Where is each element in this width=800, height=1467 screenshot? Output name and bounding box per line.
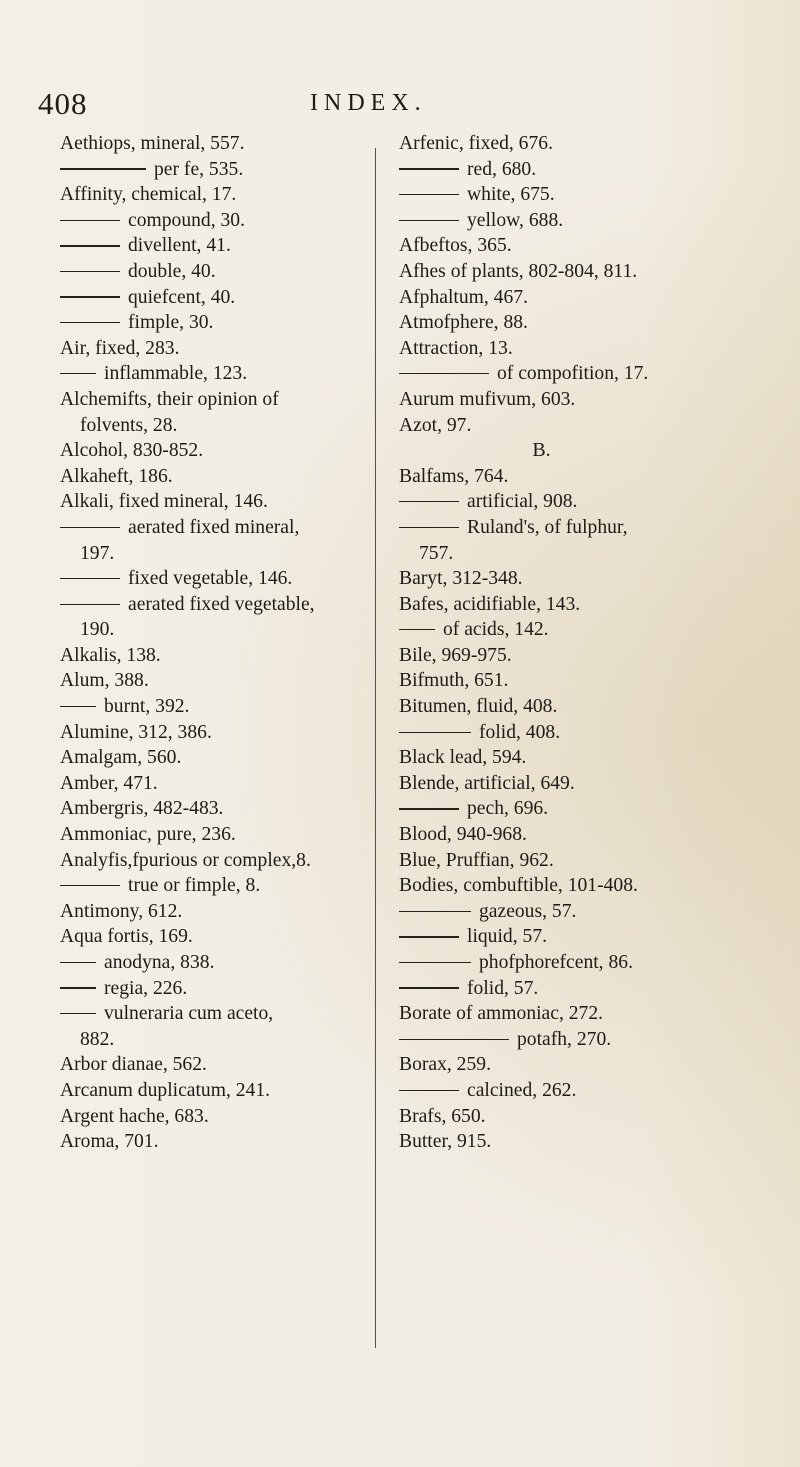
entry-text: liquid, 57. <box>467 926 548 948</box>
index-entry <box>399 822 734 848</box>
index-entry <box>60 796 395 822</box>
ditto-dash <box>60 604 120 605</box>
entry-text: of acids, 142. <box>443 619 549 641</box>
entry-text: compound, 30. <box>128 209 246 231</box>
entry-text: Borate of ammoniac, 272. <box>399 1003 604 1025</box>
entry-text: red, 680. <box>467 158 537 180</box>
entry-text: potafh, 270. <box>517 1028 612 1050</box>
index-entry <box>399 464 734 490</box>
entry-text: Alkaheft, 186. <box>60 465 173 487</box>
ditto-dash <box>399 911 471 912</box>
index-entry <box>399 310 734 336</box>
ditto-dash <box>60 322 120 323</box>
index-entry <box>399 771 734 797</box>
ditto-dash <box>60 220 120 221</box>
entry-text: quiefcent, 40. <box>128 286 236 308</box>
entry-text: Blood, 940-968. <box>399 824 527 846</box>
entry-text: Ruland's, of fulphur, <box>467 516 628 538</box>
index-entry-continuation <box>60 413 395 439</box>
index-subentry <box>60 310 395 336</box>
entry-text: Borax, 259. <box>399 1054 491 1076</box>
index-entry <box>60 182 395 208</box>
ditto-dash <box>60 168 146 169</box>
index-subentry <box>399 796 734 822</box>
entry-text: 882. <box>80 1028 115 1050</box>
index-entry <box>60 1104 395 1130</box>
index-entry <box>60 131 395 157</box>
entry-text: Bafes, acidifiable, 143. <box>399 593 581 615</box>
entry-text: Analyfis,fpurious or complex,8. <box>60 849 311 871</box>
entry-text: Aqua fortis, 169. <box>60 926 193 948</box>
entry-text: burnt, 392. <box>104 696 190 718</box>
entry-text: Bile, 969-975. <box>399 644 512 666</box>
index-subentry <box>399 489 734 515</box>
index-subentry <box>399 1078 734 1104</box>
entry-text: fixed vegetable, 146. <box>128 568 293 590</box>
index-entry <box>60 1078 395 1104</box>
index-subentry <box>60 592 395 618</box>
entry-text: Aurum mufivum, 603. <box>399 388 576 410</box>
index-entry <box>399 336 734 362</box>
ditto-dash <box>399 936 459 937</box>
entry-text: double, 40. <box>128 260 216 282</box>
index-subentry <box>60 873 395 899</box>
ditto-dash <box>60 271 120 272</box>
index-subentry <box>399 924 734 950</box>
index-entry <box>399 387 734 413</box>
ditto-dash <box>60 987 96 988</box>
entry-text: of compofition, 17. <box>497 363 649 385</box>
entry-text: calcined, 262. <box>467 1079 577 1101</box>
entry-text: Bifmuth, 651. <box>399 670 509 692</box>
index-entry <box>399 285 734 311</box>
section-letter <box>399 438 734 464</box>
entry-text: pech, 696. <box>467 798 549 820</box>
entry-text: Afhes of plants, 802-804, 811. <box>399 260 638 282</box>
index-entry <box>399 1052 734 1078</box>
index-entry <box>399 592 734 618</box>
entry-text: true or fimple, 8. <box>128 875 261 897</box>
entry-text: fimple, 30. <box>128 312 214 334</box>
entry-text: folvents, 28. <box>80 414 178 436</box>
index-entry <box>60 464 395 490</box>
entry-text: artificial, 908. <box>467 491 578 513</box>
ditto-dash <box>399 220 459 221</box>
ditto-dash <box>399 987 459 988</box>
index-entry <box>60 848 395 874</box>
index-entry <box>60 771 395 797</box>
index-entry <box>60 899 395 925</box>
entry-text: Afbeftos, 365. <box>399 235 512 257</box>
entry-text: Alum, 388. <box>60 670 149 692</box>
entry-text: Arbor dianae, 562. <box>60 1054 207 1076</box>
entry-text: Alkali, fixed mineral, 146. <box>60 491 268 513</box>
entry-text: Arfenic, fixed, 676. <box>399 133 553 154</box>
index-subentry <box>60 157 395 183</box>
entry-text: Baryt, 312-348. <box>399 568 523 590</box>
index-entry <box>399 745 734 771</box>
entry-text: Attraction, 13. <box>399 337 513 359</box>
index-subentry <box>60 259 395 285</box>
ditto-dash <box>60 706 96 707</box>
entry-text: aerated fixed vegetable, <box>128 593 315 615</box>
index-entry <box>399 1001 734 1027</box>
index-subentry <box>399 1027 734 1053</box>
ditto-dash <box>399 962 471 963</box>
entry-text: regia, 226. <box>104 977 188 999</box>
ditto-dash <box>399 527 459 528</box>
entry-text: Amber, 471. <box>60 772 158 794</box>
running-head: INDEX. <box>310 90 427 116</box>
index-subentry <box>60 515 395 541</box>
entry-text: Alumine, 312, 386. <box>60 721 212 743</box>
entry-text: gazeous, 57. <box>479 900 577 922</box>
entry-text: folid, 57. <box>467 977 539 999</box>
index-entry <box>399 668 734 694</box>
entry-text: Blende, artificial, 649. <box>399 772 575 794</box>
ditto-dash <box>60 885 120 886</box>
entry-text: yellow, 688. <box>467 209 564 231</box>
index-subentry <box>399 208 734 234</box>
ditto-dash <box>399 732 471 733</box>
index-entry <box>399 1129 734 1155</box>
entry-text: Bodies, combuftible, 101-408. <box>399 875 638 897</box>
ditto-dash <box>399 194 459 195</box>
index-subentry <box>399 720 734 746</box>
index-subentry <box>60 566 395 592</box>
entry-text: Black lead, 594. <box>399 747 527 769</box>
entry-text: Bitumen, fluid, 408. <box>399 696 558 718</box>
entry-text: Atmofphere, 88. <box>399 312 528 334</box>
index-entry <box>399 643 734 669</box>
entry-text: Alkalis, 138. <box>60 644 161 666</box>
entry-text: Argent hache, 683. <box>60 1105 209 1127</box>
index-subentry <box>60 694 395 720</box>
entry-text: Aethiops, mineral, 557. <box>60 133 245 154</box>
ditto-dash <box>60 1013 96 1014</box>
ditto-dash <box>60 296 120 297</box>
index-entry <box>60 1129 395 1155</box>
ditto-dash <box>60 527 120 528</box>
index-entry-continuation <box>60 617 395 643</box>
index-subentry <box>60 950 395 976</box>
index-entry <box>60 1052 395 1078</box>
entry-text: Ambergris, 482-483. <box>60 798 224 820</box>
index-subentry <box>399 157 734 183</box>
entry-text: Brafs, 650. <box>399 1105 486 1127</box>
index-subentry <box>399 950 734 976</box>
entry-text: Butter, 915. <box>399 1131 492 1153</box>
index-entry <box>399 694 734 720</box>
entry-text: 190. <box>80 619 115 641</box>
index-entry-continuation <box>399 541 734 567</box>
index-column-right <box>399 131 734 1155</box>
entry-text: Aroma, 701. <box>60 1131 159 1153</box>
ditto-dash <box>399 629 435 630</box>
index-subentry <box>60 208 395 234</box>
entry-text: B. <box>532 439 551 462</box>
entry-text: Balfams, 764. <box>399 465 509 487</box>
entry-text: vulneraria cum aceto, <box>104 1003 274 1025</box>
entry-text: inflammable, 123. <box>104 363 248 385</box>
ditto-dash <box>60 373 96 374</box>
index-subentry <box>60 976 395 1002</box>
entry-text: Alchemifts, their opinion of <box>60 388 279 410</box>
index-entry <box>399 1104 734 1130</box>
index-entry <box>399 233 734 259</box>
index-subentry <box>60 233 395 259</box>
ditto-dash <box>60 962 96 963</box>
index-entry-continuation <box>60 1027 395 1053</box>
index-entry <box>60 336 395 362</box>
entry-text: Afphaltum, 467. <box>399 286 528 308</box>
index-entry <box>60 720 395 746</box>
index-entry <box>399 873 734 899</box>
entry-text: Antimony, 612. <box>60 900 183 922</box>
entry-text: 757. <box>419 542 454 564</box>
index-entry <box>60 438 395 464</box>
index-entry <box>399 566 734 592</box>
ditto-dash <box>60 245 120 246</box>
entry-text: folid, 408. <box>479 721 561 743</box>
index-subentry <box>60 361 395 387</box>
entry-text: per fe, 535. <box>154 158 244 180</box>
index-subentry <box>399 617 734 643</box>
index-entry <box>60 643 395 669</box>
index-entry <box>60 668 395 694</box>
ditto-dash <box>60 578 120 579</box>
page-number: 408 <box>38 86 88 121</box>
entry-text: Amalgam, 560. <box>60 747 182 769</box>
ditto-dash <box>399 808 459 809</box>
ditto-dash <box>399 168 459 169</box>
index-subentry <box>60 285 395 311</box>
entry-text: Blue, Pruffian, 962. <box>399 849 554 871</box>
entry-text: aerated fixed mineral, <box>128 516 300 538</box>
entry-text: Alcohol, 830-852. <box>60 440 204 462</box>
index-entry-continuation <box>60 541 395 567</box>
index-subentry <box>399 361 734 387</box>
index-entry <box>60 489 395 515</box>
index-entry <box>399 259 734 285</box>
entry-text: Ammoniac, pure, 236. <box>60 824 236 846</box>
index-subentry <box>399 899 734 925</box>
ditto-dash <box>399 1039 509 1040</box>
entry-text: phofphorefcent, 86. <box>479 952 633 973</box>
entry-text: anodyna, 838. <box>104 952 215 973</box>
index-entry <box>60 745 395 771</box>
index-subentry <box>60 1001 395 1027</box>
index-subentry <box>399 976 734 1002</box>
index-entry <box>399 413 734 439</box>
page-header <box>38 86 738 126</box>
index-entry <box>399 848 734 874</box>
entry-text: Affinity, chemical, 17. <box>60 184 237 206</box>
index-column-left <box>60 131 395 1155</box>
index-entry <box>60 924 395 950</box>
entry-text: white, 675. <box>467 184 555 206</box>
entry-text: Arcanum duplicatum, 241. <box>60 1079 271 1101</box>
entry-text: 197. <box>80 542 115 564</box>
entry-text: Azot, 97. <box>399 414 472 436</box>
index-subentry <box>399 515 734 541</box>
entry-text: divellent, 41. <box>128 235 231 257</box>
ditto-dash <box>399 1090 459 1091</box>
index-subentry <box>399 182 734 208</box>
index-entry <box>60 387 395 413</box>
index-entry <box>60 822 395 848</box>
entry-text: Air, fixed, 283. <box>60 337 180 359</box>
ditto-dash <box>399 373 489 374</box>
index-entry <box>399 131 734 157</box>
ditto-dash <box>399 501 459 502</box>
